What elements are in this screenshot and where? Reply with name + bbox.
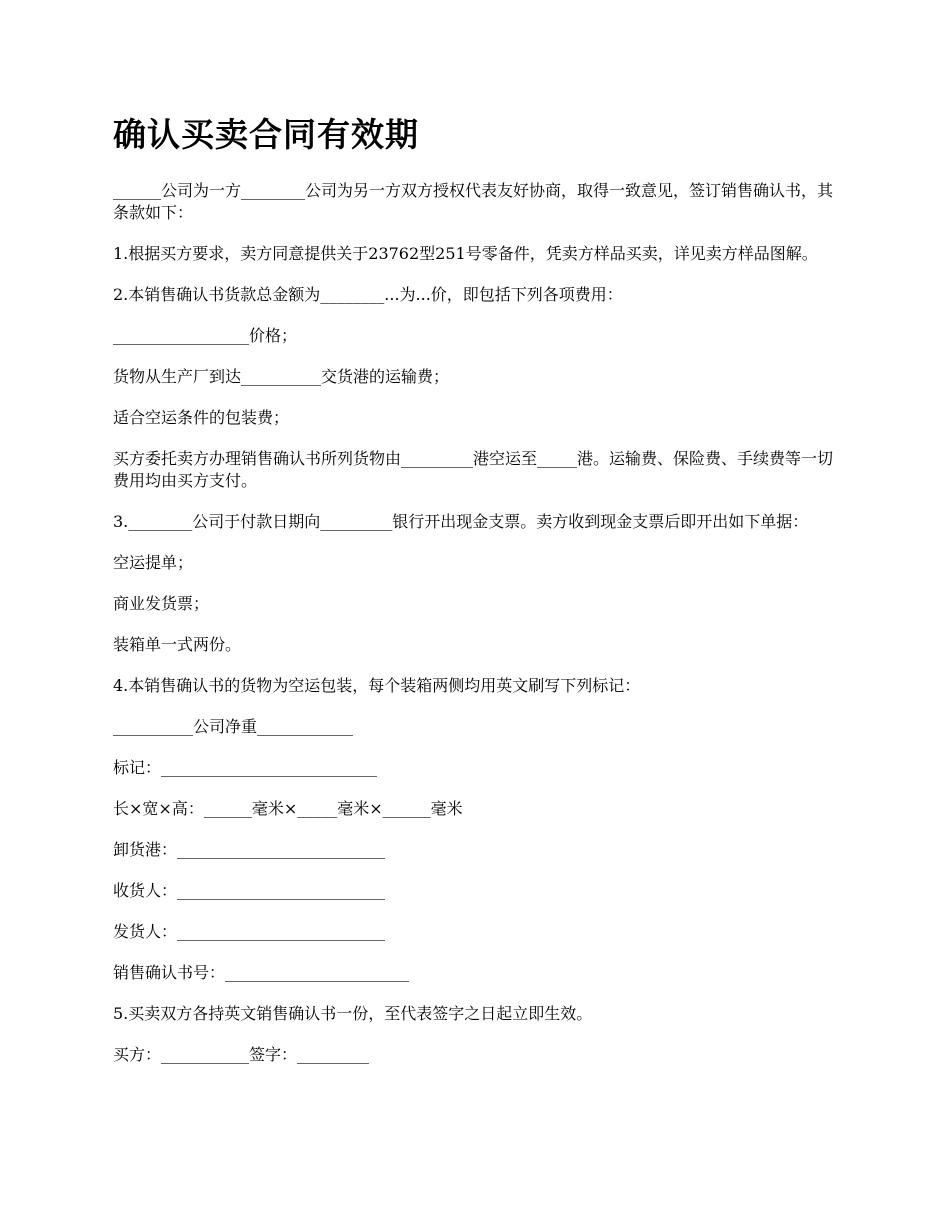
- clause-2-price-line: _________________价格；: [113, 326, 298, 345]
- consignor-line: 发货人：__________________________: [113, 922, 386, 941]
- clause-1: 1.根据买方要求，卖方同意提供关于23762型251号零备件，凭卖方样品买卖，详见卖方样品图解。: [113, 244, 818, 263]
- clause-2-packing-line: 适合空运条件的包装费；: [113, 408, 290, 427]
- dimensions-line: 长×宽×高：______毫米×_____毫米×______毫米: [113, 799, 463, 818]
- clause-2-freight-line: 货物从生产厂到达__________交货港的运输费；: [113, 367, 450, 386]
- port-of-discharge-line: 卸货港：__________________________: [113, 840, 386, 859]
- mark-line: 标记：___________________________: [113, 758, 378, 777]
- clause-2-shipping-paragraph: 买方委托卖方办理销售确认书所列货物由_________港空运至_____港。运输费、保险费、手续费等一切费用均由买方支付。: [113, 449, 834, 490]
- document-page: [113, 112, 843, 1085]
- consignee-line: 收货人：__________________________: [113, 881, 386, 900]
- clause-2: 2.本销售确认书货款总金额为________...为...价，即包括下列各项费用：: [113, 285, 623, 304]
- document-title: 确认买卖合同有效期: [113, 115, 419, 154]
- document-item-invoice: 商业发货票；: [113, 594, 210, 613]
- confirmation-number-line: 销售确认书号：_______________________: [113, 963, 410, 982]
- clause-3: 3.________公司于付款日期向_________银行开出现金支票。卖方收到现金支票后即开出如下单据：: [113, 512, 809, 531]
- clause-5: 5.买卖双方各持英文销售确认书一份，至代表签字之日起立即生效。: [113, 1004, 593, 1023]
- document-item-packing-list: 装箱单一式两份。: [113, 635, 242, 654]
- document-item-airway-bill: 空运提单；: [113, 553, 194, 572]
- mark-net-weight-line: __________公司净重____________: [113, 717, 354, 736]
- intro-paragraph: ______公司为一方________公司为另一方双方授权代表友好协商，取得一致意见，签订销售确认书，其条款如下：: [113, 181, 834, 222]
- clause-4: 4.本销售确认书的货物为空运包装，每个装箱两侧均用英文刷写下列标记：: [113, 676, 641, 695]
- buyer-signature-line: 买方：___________签字：_________: [113, 1045, 370, 1064]
